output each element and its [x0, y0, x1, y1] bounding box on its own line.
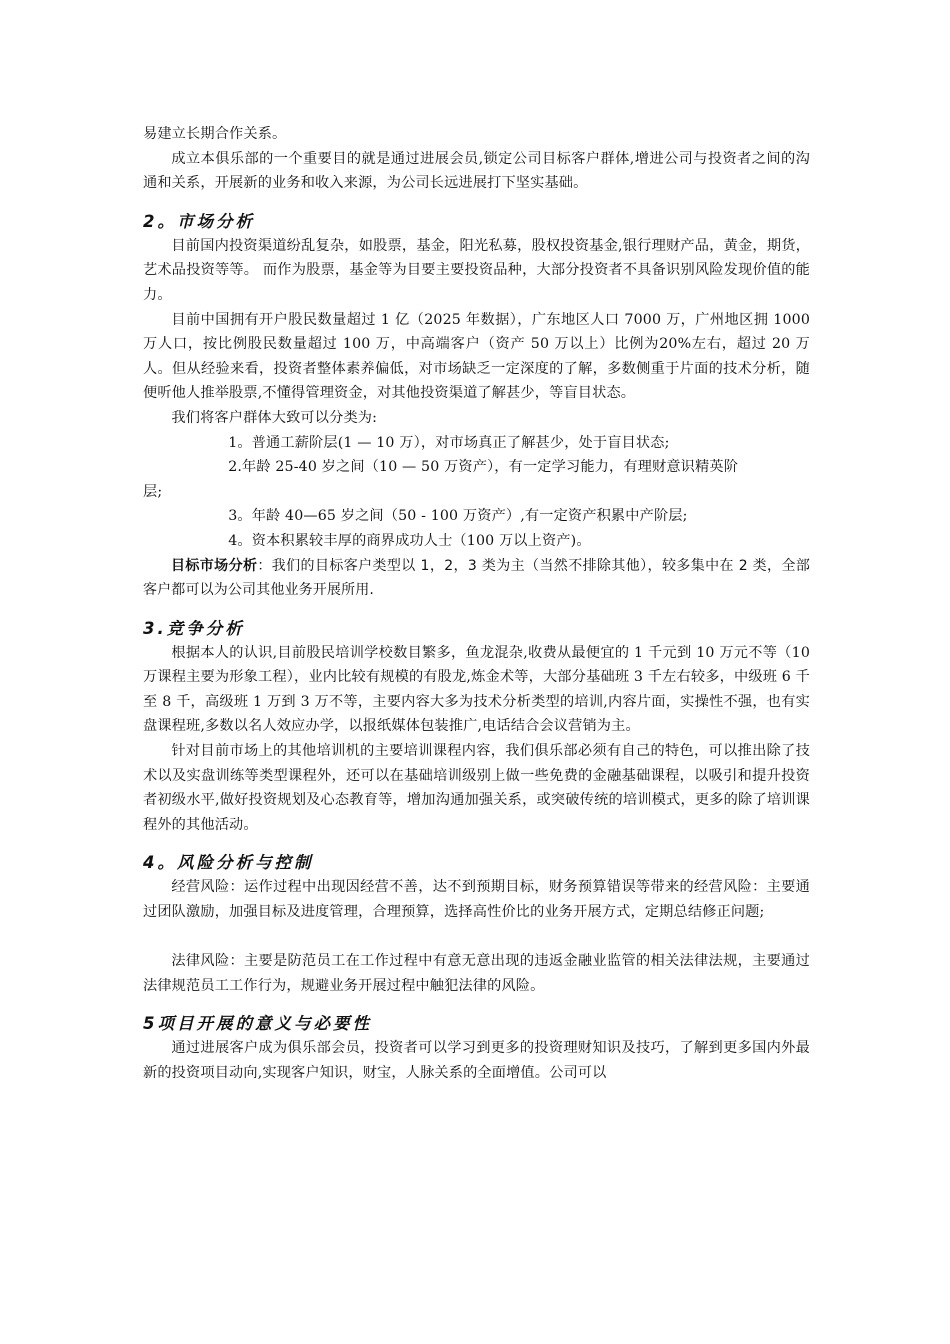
customer-type-4: 4。资本积累较丰厚的商界成功人士（100 万以上资产)。 — [228, 532, 591, 549]
section-spacer — [143, 998, 810, 1012]
risk-paragraph-operating: 经营风险：运作过程中出现因经营不善，达不到预期目标，财务预算错误等带来的经营风险：主要通过团队激励，加强目标及进度管理，合理预算，选择高性价比的业务开展方式，定期总结修正问题; — [143, 879, 810, 921]
document-body — [143, 122, 810, 1086]
customer-type-1: 1。普通工薪阶层(1 — 10 万），对市场真正了解甚少，处于盲目状态; — [228, 434, 670, 451]
purpose-paragraph: 成立本俱乐部的一个重要目的就是通过进展会员,锁定公司目标客户群体,增进公司与投资者之间的沟通和关系，开展新的业务和收入来源，为公司长远进展打下坚实基础。 — [143, 150, 810, 192]
risk-paragraph-legal: 法律风险：主要是防范员工在工作过程中有意无意出现的违返金融业监管的相关法律法规，主要通过法律规范员工工作行为，规避业务开展过程中触犯法律的风险。 — [143, 953, 810, 994]
significance-paragraph-1: 通过进展客户成为俱乐部会员，投资者可以学习到更多的投资理财知识及技巧，了解到更多国内外最新的投资项目动向,实现客户知识，财宝，人脉关系的全面增值。公司可以 — [143, 1040, 810, 1081]
market-paragraph-1: 目前国内投资渠道纷乱复杂，如股票，基金，阳光私募，股权投资基金,银行理财产品，黄金，期货，艺术品投资等等。 而作为股票，基金等为目要主要投资品种，大部分投资者不具备识别风险发现价值的能力。 — [143, 237, 810, 303]
classify-intro: 我们将客户群体大致可以分类为: — [171, 409, 378, 426]
market-paragraph-2: 目前中国拥有开户股民数量超过 1 亿（2025 年数据），广东地区人口 7000 万，广州地区拥 1000 万人口，按比例股民数量超过 100 万，中高端客户（资产 50 万以上）比例为20%左右，超过 20 万人。但从经验来看，投资者整体素养偏低，对市场缺乏一定深度的了解，多数侧重于片面的技术分析，随便听他人推举股票,不懂得管理资金，对其他投资渠道了解甚少，等盲目状态。 — [143, 311, 810, 402]
section-spacer — [143, 837, 810, 851]
significance-heading: 5项目开展的意义与必要性 — [143, 1014, 372, 1034]
competition-analysis-heading: 3.竞争分析 — [143, 618, 245, 638]
customer-type-2-wrap: 层; — [143, 483, 163, 500]
intro-continuation: 易建立长期合作关系。 — [143, 126, 287, 142]
section-spacer — [143, 603, 810, 617]
target-market-analysis — [143, 554, 810, 603]
market-analysis-heading: 2。市场分析 — [143, 211, 255, 231]
competition-paragraph-2: 针对目前市场上的其他培训机的主要培训课程内容，我们俱乐部必须有自己的特色，可以推出除了技术以及实盘训练等类型课程外，还可以在基础培训级别上做一些免费的金融基础课程，以吸引和提升投资者初级水平,做好投资规划及心态教育等，增加沟通加强关系，或突破传统的培训模式，更多的除了培训课程外的其他活动。 — [143, 743, 810, 833]
competition-paragraph-1: 根据本人的认识,目前股民培训学校数目繁多，鱼龙混杂,收费从最便宜的 1 千元到 10 万元不等（10 万课程主要为形象工程），业内比较有规模的有股龙,炼金术等，大部分基础班 3 千左右较多，中级班 6 千至 8 千，高级班 1 万到 3 万不等，主要内容大多为技术分析类型的培训,内容片面，实操性不强，也有实盘课程班,多数以名人效应办学，以报纸媒体包装推广,电话结合会议营销为主。 — [143, 644, 810, 735]
risk-analysis-heading: 4。风险分析与控制 — [143, 853, 314, 873]
customer-type-3: 3。年龄 40—65 岁之间（50 - 100 万资产）,有一定资产积累中产阶层; — [228, 508, 688, 525]
paragraph-spacer — [143, 925, 810, 950]
target-market-text: ：我们的目标客户类型以 1，2，3 类为主（当然不排除其他），较多集中在 2 类，全部客户都可以为公司其他业务开展所用. — [143, 557, 810, 599]
target-market-label: 目标市场分析 — [171, 557, 258, 574]
customer-type-2: 2.年龄 25-40 岁之间（10 — 50 万资产），有一定学习能力，有理财意识精英阶 — [228, 459, 739, 476]
section-spacer — [143, 196, 810, 210]
